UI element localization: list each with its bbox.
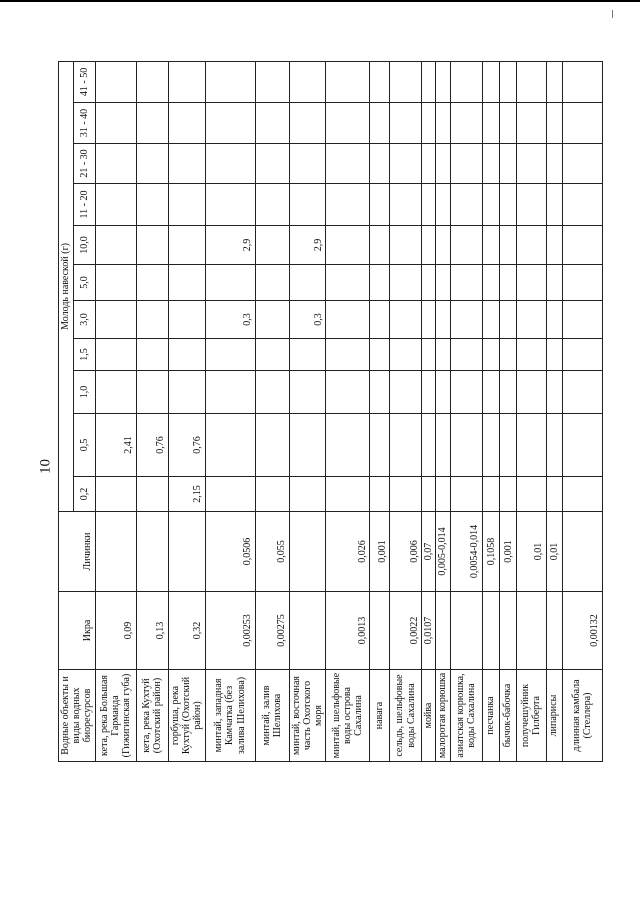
header-weight: 3,0 — [74, 301, 95, 339]
juvenile-weight-value — [326, 414, 370, 477]
juvenile-weight-value — [499, 414, 516, 477]
juvenile-weight-value — [546, 103, 562, 144]
juvenile-weight-value — [450, 301, 482, 339]
juvenile-weight-value — [390, 184, 422, 226]
juvenile-weight-value — [516, 301, 546, 339]
juvenile-weight-value — [499, 265, 516, 301]
juvenile-weight-value — [390, 226, 422, 265]
juvenile-weight-value — [450, 103, 482, 144]
juvenile-weight-value — [326, 477, 370, 512]
juvenile-weight-value — [168, 265, 205, 301]
juvenile-weight-value — [95, 61, 136, 102]
caviar-value: 0,00132 — [562, 592, 602, 670]
species-name: песчанка — [482, 670, 499, 762]
juvenile-weight-value — [546, 414, 562, 477]
species-name: длинная камбала (Стеллера) — [562, 670, 602, 762]
juvenile-weight-value — [516, 265, 546, 301]
juvenile-weight-value — [546, 144, 562, 184]
juvenile-weight-value — [516, 414, 546, 477]
juvenile-weight-value — [516, 184, 546, 226]
juvenile-weight-value — [168, 144, 205, 184]
juvenile-weight-value — [390, 339, 422, 371]
species-name: кета, река Кухтуй (Охотский район) — [136, 670, 168, 762]
juvenile-weight-value — [562, 61, 602, 102]
caviar-value — [436, 592, 450, 670]
juvenile-weight-value — [436, 184, 450, 226]
juvenile-weight-value — [562, 226, 602, 265]
juvenile-weight-value — [205, 371, 255, 414]
juvenile-weight-value — [390, 301, 422, 339]
juvenile-weight-value — [255, 144, 289, 184]
juvenile-weight-value — [436, 144, 450, 184]
table-row — [450, 61, 482, 761]
juvenile-weight-value — [255, 371, 289, 414]
juvenile-weight-value — [450, 339, 482, 371]
juvenile-weight-value — [289, 414, 326, 477]
species-name: минтай, западная Камчатка (без залива Шелихова) — [205, 670, 255, 762]
caviar-value — [370, 592, 390, 670]
juvenile-weight-value — [168, 339, 205, 371]
juvenile-weight-value — [450, 144, 482, 184]
juvenile-weight-value — [436, 61, 450, 102]
juvenile-weight-value — [450, 226, 482, 265]
header-weight: 41 - 50 — [74, 61, 95, 102]
juvenile-weight-value — [516, 477, 546, 512]
juvenile-weight-value — [95, 301, 136, 339]
juvenile-weight-value — [499, 103, 516, 144]
juvenile-weight-value — [255, 477, 289, 512]
juvenile-weight-value — [562, 265, 602, 301]
juvenile-weight-value — [255, 414, 289, 477]
larvae-value: 0,01 — [546, 512, 562, 592]
juvenile-weight-value — [562, 301, 602, 339]
species-name: получешуйник Гилберта — [516, 670, 546, 762]
header-objects: Водные объекты и виды водных биоресурсов — [59, 670, 96, 762]
juvenile-weight-value — [326, 144, 370, 184]
juvenile-weight-value — [370, 265, 390, 301]
juvenile-weight-value: 2,9 — [289, 226, 326, 265]
header-weight: 0,2 — [74, 477, 95, 512]
juvenile-weight-value — [390, 371, 422, 414]
larvae-value — [289, 512, 326, 592]
caviar-value: 0,0107 — [422, 592, 436, 670]
header-weight: 0,5 — [74, 414, 95, 477]
table-row — [562, 61, 602, 761]
caviar-value — [516, 592, 546, 670]
juvenile-weight-value — [436, 265, 450, 301]
species-name: кета, река Большая Гарманда (Гижигинская губа) — [95, 670, 136, 762]
juvenile-weight-value — [255, 103, 289, 144]
juvenile-weight-value — [436, 339, 450, 371]
juvenile-weight-value — [450, 477, 482, 512]
table-row — [326, 61, 370, 761]
table-row — [255, 61, 289, 761]
juvenile-weight-value — [205, 477, 255, 512]
species-name: липарисы — [546, 670, 562, 762]
juvenile-weight-value: 2,9 — [205, 226, 255, 265]
page-number: 10 — [37, 459, 54, 474]
header-juveniles-group: Молодь навеской (г) — [59, 61, 74, 511]
juvenile-weight-value — [370, 103, 390, 144]
species-name: навага — [370, 670, 390, 762]
juvenile-weight-value — [136, 301, 168, 339]
juvenile-weight-value — [422, 61, 436, 102]
juvenile-weight-value — [136, 339, 168, 371]
juvenile-weight-value — [168, 226, 205, 265]
header-weight: 5,0 — [74, 265, 95, 301]
juvenile-weight-value — [136, 61, 168, 102]
juvenile-weight-value — [95, 339, 136, 371]
juvenile-weight-value — [326, 103, 370, 144]
juvenile-weight-value — [546, 226, 562, 265]
juvenile-weight-value — [255, 301, 289, 339]
juvenile-weight-value — [422, 103, 436, 144]
juvenile-weight-value — [326, 339, 370, 371]
juvenile-weight-value — [168, 301, 205, 339]
juvenile-weight-value — [289, 265, 326, 301]
larvae-value: 0,026 — [326, 512, 370, 592]
juvenile-weight-value — [205, 339, 255, 371]
juvenile-weight-value — [390, 144, 422, 184]
juvenile-weight-value — [422, 184, 436, 226]
header-larvae: Личинки — [59, 512, 96, 592]
juvenile-weight-value — [562, 339, 602, 371]
caviar-value — [482, 592, 499, 670]
juvenile-weight-value — [95, 103, 136, 144]
juvenile-weight-value — [562, 103, 602, 144]
table-row — [482, 61, 499, 761]
juvenile-weight-value — [289, 61, 326, 102]
juvenile-weight-value — [436, 226, 450, 265]
juvenile-weight-value — [482, 226, 499, 265]
larvae-value — [562, 512, 602, 592]
juvenile-weight-value — [390, 61, 422, 102]
juvenile-weight-value — [562, 414, 602, 477]
species-name: минтай, шельфовые воды острова Сахалина — [326, 670, 370, 762]
larvae-value: 0,0054-0,014 — [450, 512, 482, 592]
juvenile-weight-value — [168, 371, 205, 414]
juvenile-weight-value — [205, 144, 255, 184]
juvenile-weight-value — [516, 144, 546, 184]
species-name: минтай, восточная часть Охотского моря — [289, 670, 326, 762]
juvenile-weight-value — [450, 371, 482, 414]
table-row — [289, 61, 326, 761]
header-weight: 21 - 30 — [74, 144, 95, 184]
species-name: мойва — [422, 670, 436, 762]
juvenile-weight-value — [390, 414, 422, 477]
juvenile-weight-value — [326, 226, 370, 265]
juvenile-weight-value — [255, 226, 289, 265]
juvenile-weight-value — [450, 414, 482, 477]
juvenile-weight-value — [289, 477, 326, 512]
juvenile-weight-value — [370, 414, 390, 477]
juvenile-weight-value — [422, 414, 436, 477]
caviar-value: 0,32 — [168, 592, 205, 670]
caviar-value: 0,0013 — [326, 592, 370, 670]
juvenile-weight-value — [516, 371, 546, 414]
table-row — [516, 61, 546, 761]
juvenile-weight-value — [205, 103, 255, 144]
juvenile-weight-value — [390, 477, 422, 512]
juvenile-weight-value — [499, 339, 516, 371]
juvenile-weight-value: 0,76 — [136, 414, 168, 477]
juvenile-weight-value — [326, 265, 370, 301]
juvenile-weight-value — [136, 226, 168, 265]
juvenile-weight-value: 0,3 — [289, 301, 326, 339]
header-weight: 31 - 40 — [74, 103, 95, 144]
juvenile-weight-value: 2,41 — [95, 414, 136, 477]
juvenile-weight-value — [255, 61, 289, 102]
juvenile-weight-value — [370, 226, 390, 265]
larvae-value — [95, 512, 136, 592]
juvenile-weight-value — [370, 477, 390, 512]
header-caviar: Икра — [59, 592, 96, 670]
juvenile-weight-value — [482, 371, 499, 414]
juvenile-weight-value — [422, 301, 436, 339]
juvenile-weight-value — [436, 477, 450, 512]
table-row — [390, 61, 422, 761]
juvenile-weight-value — [516, 103, 546, 144]
table-row — [168, 61, 205, 761]
juvenile-weight-value — [205, 184, 255, 226]
juvenile-weight-value: 0,76 — [168, 414, 205, 477]
caviar-value: 0,09 — [95, 592, 136, 670]
juvenile-weight-value — [422, 371, 436, 414]
juvenile-weight-value — [326, 61, 370, 102]
juvenile-weight-value — [546, 477, 562, 512]
juvenile-weight-value — [205, 265, 255, 301]
top-border-line — [0, 0, 640, 2]
header-weight: 1,0 — [74, 371, 95, 414]
juvenile-weight-value — [516, 339, 546, 371]
juvenile-weight-value — [289, 144, 326, 184]
juvenile-weight-value — [255, 339, 289, 371]
juvenile-weight-value — [390, 265, 422, 301]
table-row — [422, 61, 436, 761]
juvenile-weight-value — [168, 184, 205, 226]
juvenile-weight-value — [326, 301, 370, 339]
juvenile-weight-value — [168, 103, 205, 144]
juvenile-weight-value — [289, 371, 326, 414]
juvenile-weight-value — [516, 226, 546, 265]
juvenile-weight-value — [499, 184, 516, 226]
juvenile-weight-value — [422, 144, 436, 184]
table-row — [546, 61, 562, 761]
juvenile-weight-value — [562, 144, 602, 184]
juvenile-weight-value — [436, 301, 450, 339]
header-weight: 11 - 20 — [74, 184, 95, 226]
juvenile-weight-value — [482, 414, 499, 477]
caviar-value — [450, 592, 482, 670]
juvenile-weight-value — [516, 61, 546, 102]
table-row — [370, 61, 390, 761]
juvenile-weight-value — [482, 265, 499, 301]
juvenile-weight-value — [370, 371, 390, 414]
juvenile-weight-value — [499, 61, 516, 102]
juvenile-weight-value — [499, 226, 516, 265]
juvenile-weight-value — [499, 144, 516, 184]
juvenile-weight-value — [326, 184, 370, 226]
juvenile-weight-value — [95, 477, 136, 512]
juvenile-weight-value — [482, 103, 499, 144]
juvenile-weight-value — [546, 265, 562, 301]
table-row — [95, 61, 136, 761]
larvae-value: 0,07 — [422, 512, 436, 592]
juvenile-weight-value — [370, 184, 390, 226]
juvenile-weight-value — [95, 144, 136, 184]
juvenile-weight-value — [136, 103, 168, 144]
juvenile-weight-value — [95, 226, 136, 265]
larvae-value: 0,01 — [516, 512, 546, 592]
table-row — [136, 61, 168, 761]
larvae-value: 0,005-0,014 — [436, 512, 450, 592]
caviar-value: 0,13 — [136, 592, 168, 670]
larvae-value — [168, 512, 205, 592]
juvenile-weight-value — [422, 477, 436, 512]
juvenile-weight-value — [422, 226, 436, 265]
juvenile-weight-value — [482, 184, 499, 226]
header-weight: 10,0 — [74, 226, 95, 265]
juvenile-weight-value — [499, 477, 516, 512]
juvenile-weight-value — [205, 61, 255, 102]
table-row — [499, 61, 516, 761]
juvenile-weight-value — [450, 265, 482, 301]
juvenile-weight-value — [546, 301, 562, 339]
juvenile-weight-value — [370, 301, 390, 339]
species-name: бычок-бабочка — [499, 670, 516, 762]
juvenile-weight-value — [450, 61, 482, 102]
juvenile-weight-value — [546, 371, 562, 414]
caviar-value — [289, 592, 326, 670]
juvenile-weight-value — [370, 339, 390, 371]
table-row — [436, 61, 450, 761]
larvae-value: 0,001 — [370, 512, 390, 592]
juvenile-weight-value — [436, 414, 450, 477]
juvenile-weight-value — [562, 184, 602, 226]
data-table — [58, 61, 603, 762]
juvenile-weight-value — [546, 61, 562, 102]
species-name: азиатская корюшка, воды Сахалина — [450, 670, 482, 762]
species-name: сельдь, шельфовые воды Сахалина — [390, 670, 422, 762]
larvae-value: 0,055 — [255, 512, 289, 592]
juvenile-weight-value — [95, 371, 136, 414]
juvenile-weight-value — [136, 477, 168, 512]
juvenile-weight-value — [482, 61, 499, 102]
juvenile-weight-value — [289, 184, 326, 226]
juvenile-weight-value — [136, 265, 168, 301]
table-row — [205, 61, 255, 761]
juvenile-weight-value: 0,3 — [205, 301, 255, 339]
larvae-value: 0,0506 — [205, 512, 255, 592]
caviar-value: 0,00275 — [255, 592, 289, 670]
caviar-value: 0,00253 — [205, 592, 255, 670]
species-name: горбуша, река Кухтуй (Охотский район) — [168, 670, 205, 762]
header-weight: 1,5 — [74, 339, 95, 371]
juvenile-weight-value — [546, 184, 562, 226]
juvenile-weight-value — [499, 301, 516, 339]
top-right-mark — [612, 10, 613, 18]
juvenile-weight-value — [255, 265, 289, 301]
juvenile-weight-value — [95, 265, 136, 301]
juvenile-weight-value — [289, 339, 326, 371]
juvenile-weight-value — [482, 477, 499, 512]
species-name: минтай, залив Шелихова — [255, 670, 289, 762]
larvae-value: 0,001 — [499, 512, 516, 592]
caviar-value — [546, 592, 562, 670]
caviar-value: 0,0022 — [390, 592, 422, 670]
larvae-value: 0,006 — [390, 512, 422, 592]
juvenile-weight-value — [136, 144, 168, 184]
juvenile-weight-value — [422, 265, 436, 301]
juvenile-weight-value — [482, 339, 499, 371]
larvae-value — [136, 512, 168, 592]
juvenile-weight-value — [255, 184, 289, 226]
juvenile-weight-value — [289, 103, 326, 144]
juvenile-weight-value — [168, 61, 205, 102]
juvenile-weight-value — [326, 371, 370, 414]
juvenile-weight-value — [370, 144, 390, 184]
juvenile-weight-value — [422, 339, 436, 371]
species-name: малоротая корюшка — [436, 670, 450, 762]
juvenile-weight-value — [499, 371, 516, 414]
table-frame — [58, 62, 640, 759]
juvenile-weight-value — [482, 301, 499, 339]
juvenile-weight-value — [436, 103, 450, 144]
caviar-value — [499, 592, 516, 670]
juvenile-weight-value — [436, 371, 450, 414]
larvae-value: 0,1058 — [482, 512, 499, 592]
juvenile-weight-value — [562, 477, 602, 512]
juvenile-weight-value — [136, 184, 168, 226]
juvenile-weight-value — [205, 414, 255, 477]
juvenile-weight-value — [546, 339, 562, 371]
juvenile-weight-value — [95, 184, 136, 226]
juvenile-weight-value — [390, 103, 422, 144]
juvenile-weight-value — [482, 144, 499, 184]
juvenile-weight-value — [450, 184, 482, 226]
juvenile-weight-value — [562, 371, 602, 414]
juvenile-weight-value: 2,15 — [168, 477, 205, 512]
juvenile-weight-value — [370, 61, 390, 102]
juvenile-weight-value — [136, 371, 168, 414]
